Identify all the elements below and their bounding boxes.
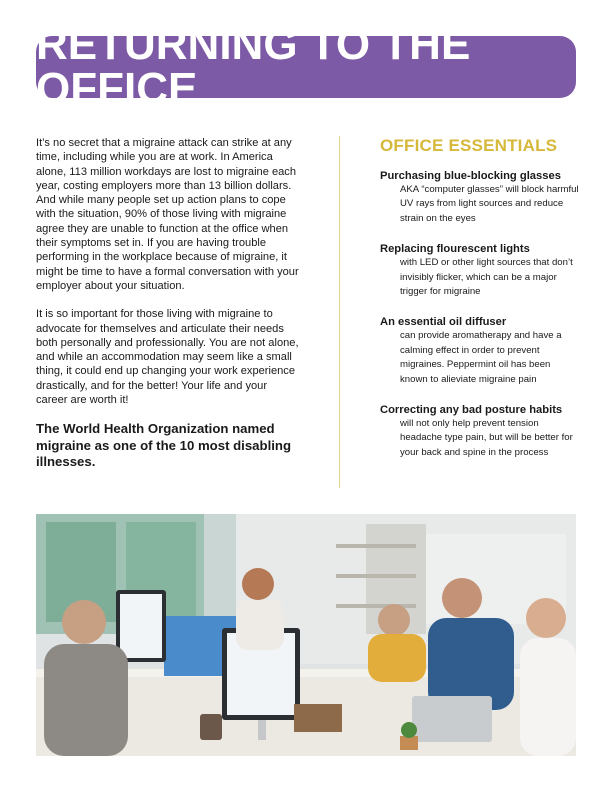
essential-description: will not only help prevent tension headache type pain, but will be better for your back and spine in the process (400, 418, 573, 458)
essential-item (380, 242, 580, 299)
office-essentials (380, 136, 580, 476)
essential-description: AKA “computer glasses” will block harmful UV rays from light sources and reduce strain on the eyes (400, 184, 579, 224)
essential-item (380, 315, 580, 387)
article-body (36, 136, 300, 485)
essential-title: Replacing flourescent lights (380, 243, 530, 256)
essential-title: Purchasing blue-blocking glasses (380, 170, 561, 182)
essentials-heading: OFFICE ESSENTIALS (380, 136, 558, 155)
essential-item (380, 169, 580, 226)
essential-title: Correcting any bad posture habits (380, 404, 563, 417)
essential-title: An essential oil diffuser (380, 316, 507, 329)
office-photo (36, 514, 576, 756)
essential-description: can provide aromatherapy and have a calming effect in order to prevent migraines. Peppermint oil has been known to alieviate migraine pain (400, 330, 562, 385)
essential-item (380, 403, 580, 460)
office-scene-illustration (36, 514, 576, 756)
article-paragraph: It’s no secret that a migraine attack can strike at any time, including while you are at work. In America alone, 113 million workdays are lost to migraine each year, costing employers more than 13 billion dollars. And while many people set up action plans to cope with the situation, 90% of those living with migraine agree they are unable to function at the office when their symptoms set in. If you are having trouble performing in the workplace because of migraine, it might be time to have a formal conversation with your employer about your situation. (36, 137, 299, 292)
page-title: RETURNING TO THE OFFICE (36, 20, 471, 113)
column-divider (339, 136, 340, 488)
callout-statement: The World Health Organization named migraine as one of the 10 most disabling illnesses. (36, 421, 292, 470)
title-banner (36, 20, 576, 113)
article-paragraph: It is so important for those living with migraine to advocate for themselves and articulate their needs both personally and professionally. You are not alone, and while an accommodation may seem like a small thing, it could end up changing your work experience drastically, and for the better! Your life and your career are worth it! (36, 308, 299, 407)
essential-description: with LED or other light sources that don’t invisibly flicker, which can be a major trigger for migraine (400, 257, 573, 298)
